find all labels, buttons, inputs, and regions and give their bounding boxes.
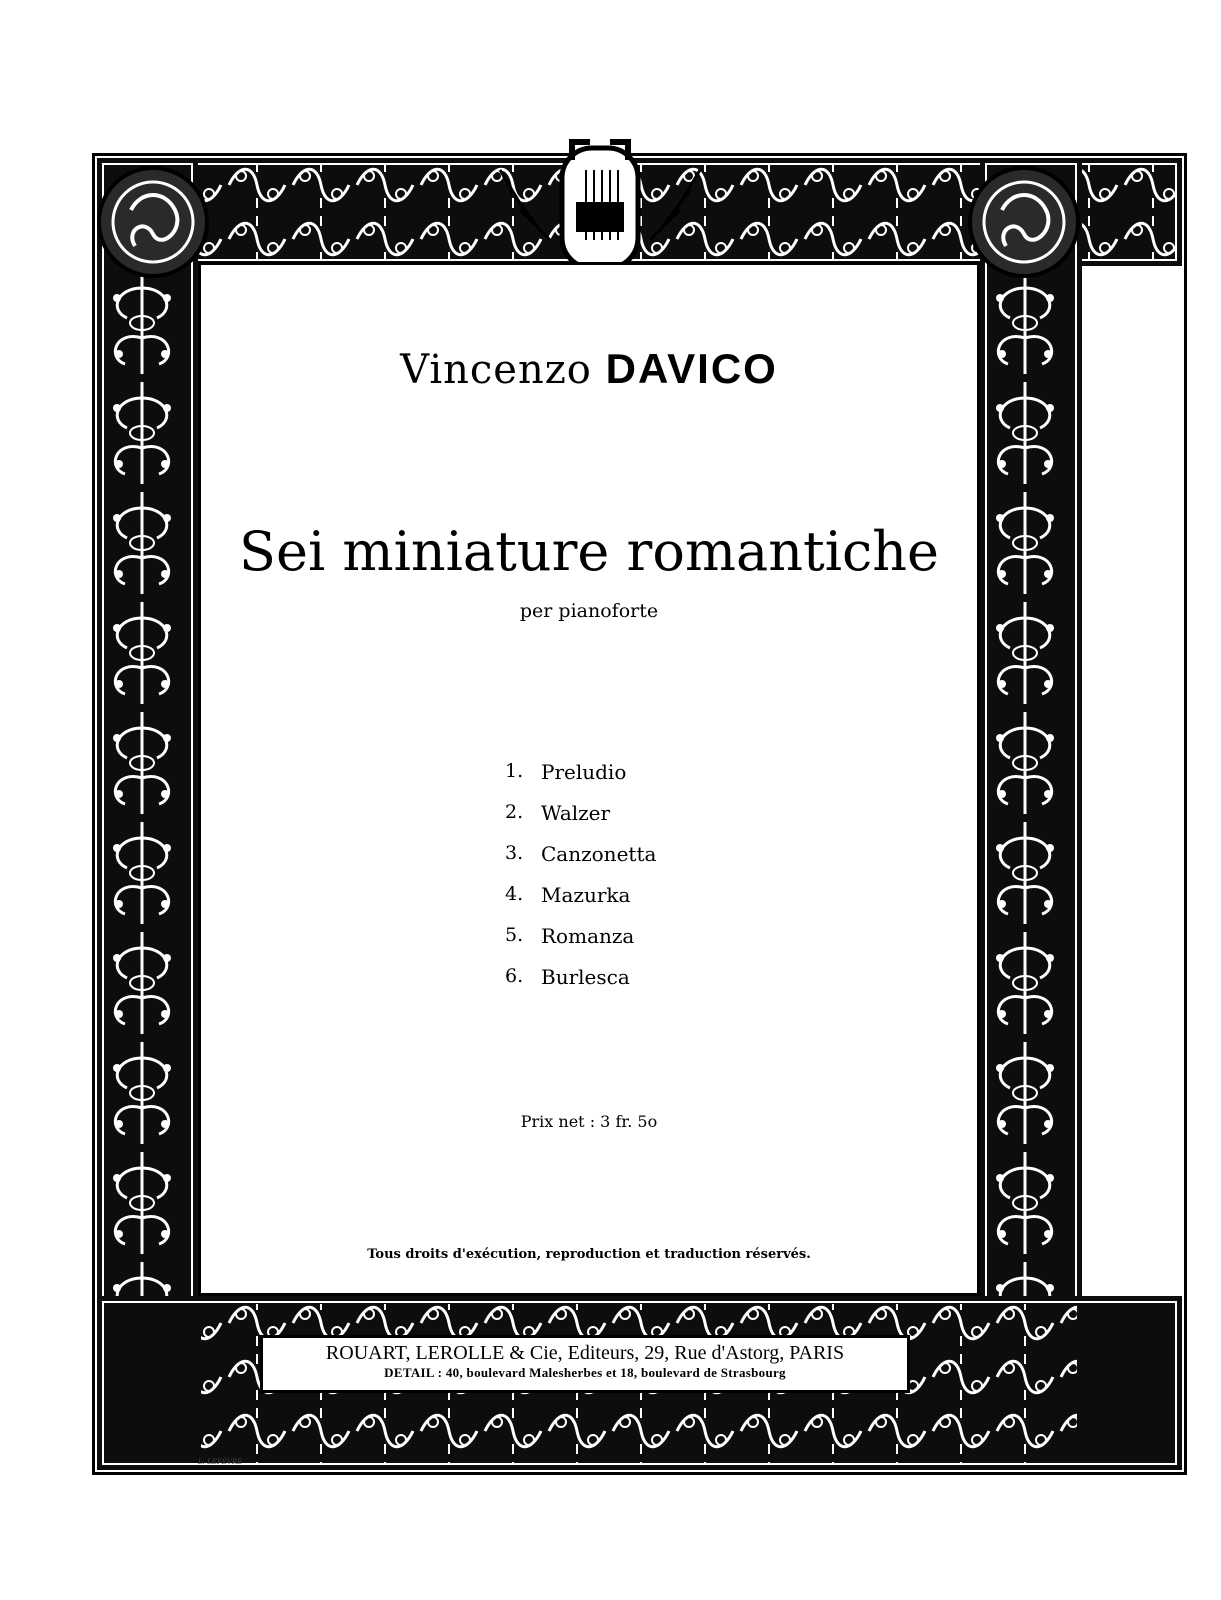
- piece-number: 6.: [505, 965, 524, 987]
- piece-name: Romanza: [541, 924, 635, 948]
- retail-address: DETAIL : 40, boulevard Malesherbes et 18, boulevard de Strasbourg: [384, 1365, 786, 1380]
- instrumentation-subtitle: per pianoforte: [519, 600, 659, 622]
- piece-number: 3.: [505, 842, 524, 864]
- list-item: [505, 842, 656, 883]
- publisher-imprint: [260, 1335, 910, 1393]
- list-item: [505, 883, 656, 924]
- list-item: [505, 924, 656, 965]
- piece-number: 4.: [505, 883, 524, 905]
- piece-number: 5.: [505, 924, 524, 946]
- price-label: Prix net : 3 fr. 5o: [520, 1112, 658, 1131]
- lyre-icon: [490, 130, 710, 280]
- list-item: [505, 801, 656, 842]
- publisher-address: ROUART, LEROLLE & Cie, Editeurs, 29, Rue d'Astorg, PARIS: [325, 1342, 845, 1364]
- rights-notice: Tous droits d'exécution, reproduction et traduction réservés.: [367, 1247, 811, 1262]
- monogram-medallion-right: [968, 166, 1080, 278]
- monogram-medallion-left: [97, 166, 209, 278]
- work-title: Sei miniature romantiche: [239, 520, 939, 583]
- piece-name: Mazurka: [541, 883, 631, 907]
- composer-first-name: Vincenzo: [400, 347, 592, 393]
- list-item: [505, 965, 656, 1006]
- engraver-mark: L. LEFÈVRE: [198, 1458, 243, 1466]
- piece-name: Canzonetta: [541, 842, 657, 866]
- piece-name: Burlesca: [541, 965, 630, 989]
- piece-list: [505, 760, 656, 1006]
- list-item: [505, 760, 656, 801]
- piece-name: Preludio: [541, 760, 627, 784]
- piece-name: Walzer: [541, 801, 611, 825]
- composer-surname: DAVICO: [605, 345, 778, 392]
- piece-number: 1.: [505, 760, 524, 782]
- composer-name: [0, 345, 1178, 393]
- piece-number: 2.: [505, 801, 524, 823]
